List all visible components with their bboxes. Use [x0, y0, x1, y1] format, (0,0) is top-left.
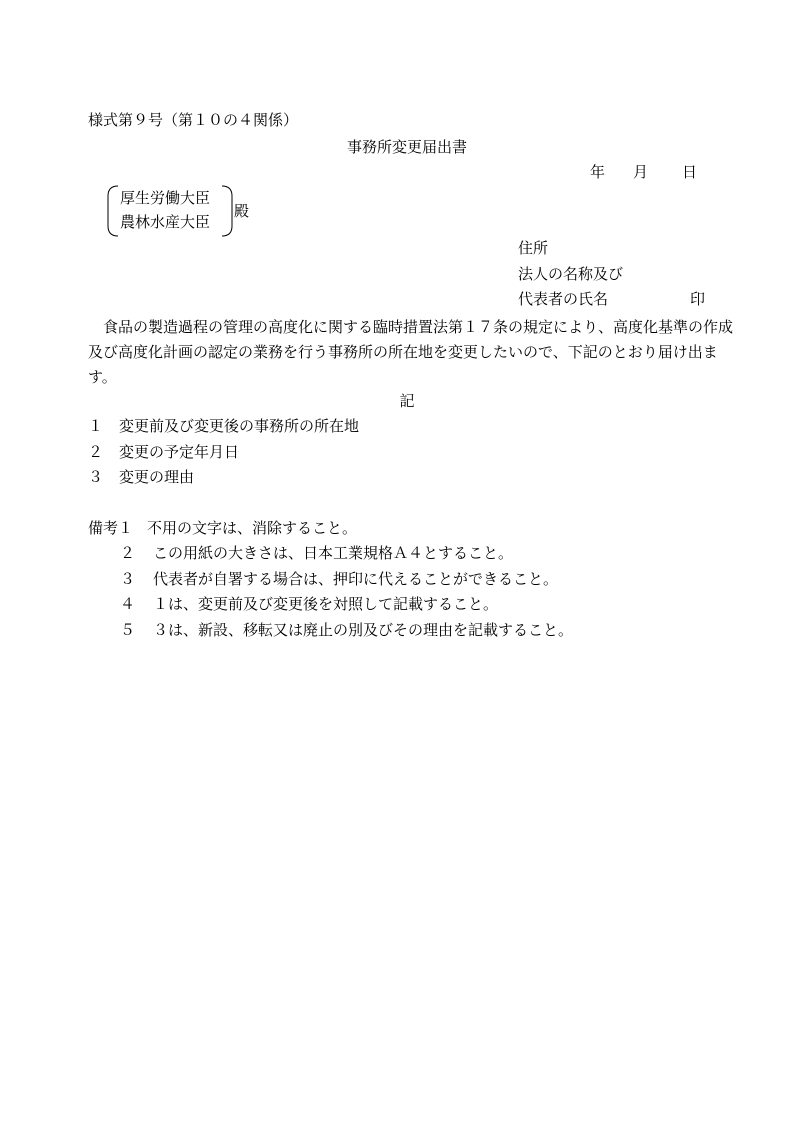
form-number: 様式第９号（第１０の４関係） [88, 111, 299, 129]
item-text: 変更前及び変更後の事務所の所在地 [119, 417, 360, 435]
remark-number: ２ [120, 544, 136, 562]
list-item [88, 467, 194, 487]
remark-item [120, 620, 573, 640]
remark-text: この用紙の大きさは、日本工業規格Ａ４とすること。 [153, 544, 514, 562]
date-line [590, 162, 697, 182]
date-year-label: 年 [590, 163, 606, 181]
remark-item [120, 569, 558, 589]
corporation-name-label: 法人の名称及び [518, 265, 624, 283]
remark-text: 代表者が自署する場合は、押印に代えることができること。 [153, 570, 559, 588]
list-item [88, 442, 239, 462]
representative-name-label: 代表者の氏名 [518, 290, 609, 308]
item-number: ３ [88, 468, 104, 486]
remark-number: ３ [120, 570, 136, 588]
remark-text: １は、変更前及び変更後を対照して記載すること。 [153, 595, 499, 613]
item-number: ２ [88, 443, 104, 461]
item-text: 変更の予定年月日 [119, 443, 240, 461]
remarks-heading: 備考１ [88, 519, 134, 537]
date-month-label: 月 [633, 163, 649, 181]
remark-number: ４ [120, 595, 136, 613]
remark-text: ３は、新設、移転又は廃止の別及びその理由を記載すること。 [153, 621, 574, 639]
honorific: 殿 [234, 202, 250, 220]
addressee-block [106, 185, 234, 237]
document-title: 事務所変更届出書 [346, 138, 467, 156]
address-label: 住所 [518, 239, 549, 257]
list-item [88, 416, 359, 436]
ki-heading: 記 [399, 392, 415, 410]
seal-label: 印 [690, 290, 706, 308]
remark-number: ５ [120, 621, 136, 639]
remark-text: 不用の文字は、消除すること。 [147, 519, 358, 537]
addressee-maff: 農林水産大臣 [120, 213, 211, 231]
remark-item [120, 594, 498, 614]
remarks-first [88, 518, 357, 538]
date-day-label: 日 [682, 163, 698, 181]
addressee-mhlw: 厚生労働大臣 [120, 189, 211, 207]
item-number: １ [88, 417, 104, 435]
notification-body: 食品の製造過程の管理の高度化に関する臨時措置法第１７条の規定により、高度化基準の作成及び高度化計画の認定の業務を行う事務所の所在地を変更したいので、下記のとおり届け出ます。 [88, 318, 734, 386]
remark-item [120, 543, 513, 563]
item-text: 変更の理由 [119, 468, 195, 486]
